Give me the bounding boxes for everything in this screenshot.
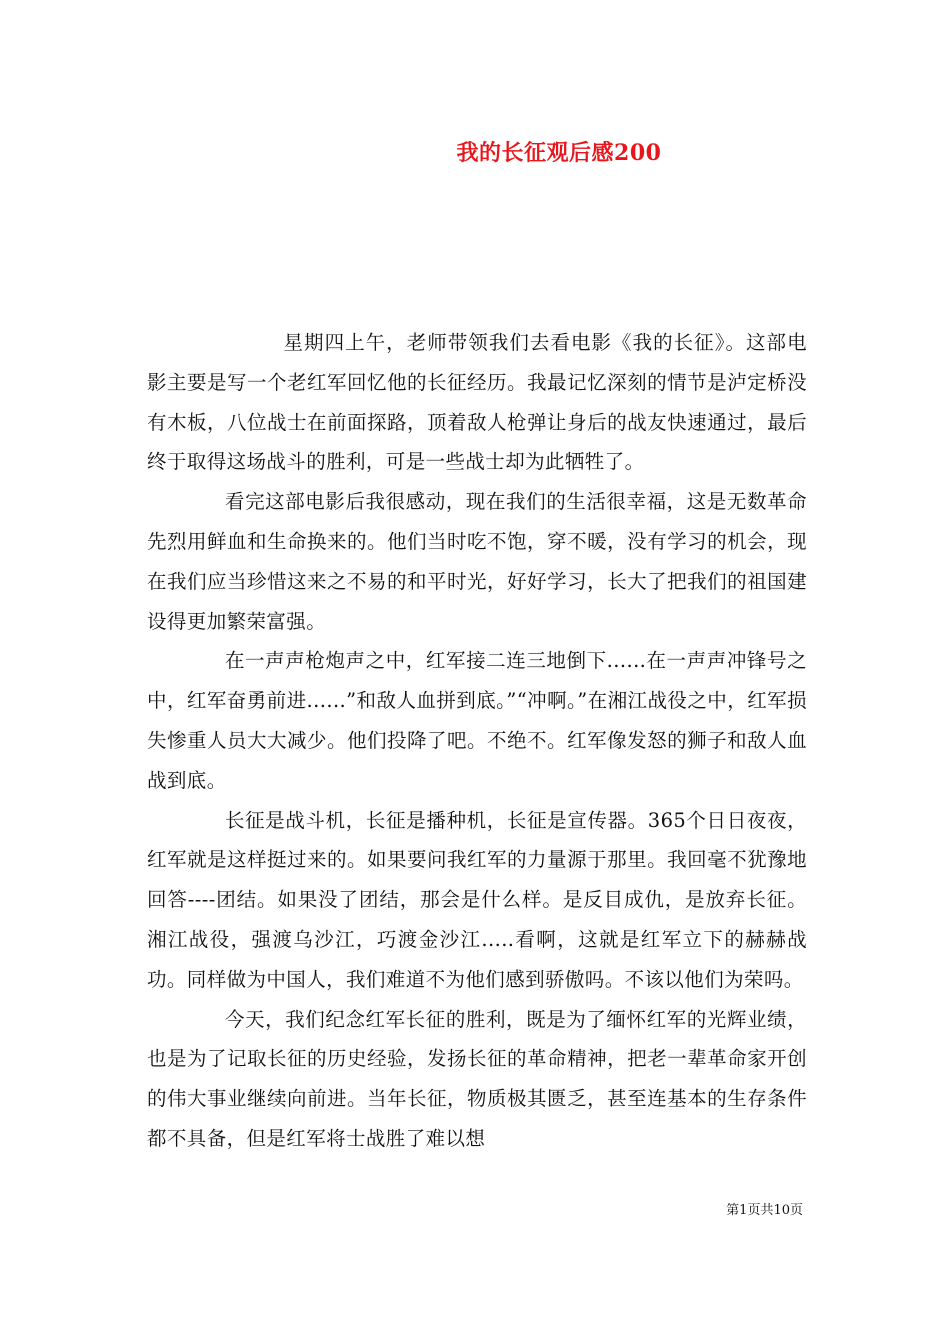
paragraph-3: 在一声声枪炮声之中，红军接二连三地倒下......在一声声冲锋号之中，红军奋勇前进......”和敌人血拼到底。”“冲啊。”在湘江战役之中，红军损失惨重人员大大减少。他们投降了吧。不绝不。红军像发怒的狮子和敌人血战到底。 xyxy=(147,649,807,792)
document-title: 我的长征观后感200 xyxy=(456,140,662,166)
paragraph-2: 看完这部电影后我很感动，现在我们的生活很幸福，这是无数革命先烈用鲜血和生命换来的。他们当时吃不饱，穿不暖，没有学习的机会，现在我们应当珍惜这来之不易的和平时光，好好学习，长大了把我们的祖国建设得更加繁荣富强。 xyxy=(147,490,807,633)
document-body xyxy=(147,323,807,1159)
page-number: 第1页共10页 xyxy=(726,1203,803,1218)
paragraph-5: 今天，我们纪念红军长征的胜利，既是为了缅怀红军的光辉业绩，也是为了记取长征的历史经验，发扬长征的革命精神，把老一辈革命家开创的伟大事业继续向前进。当年长征，物质极其匮乏，甚至连基本的生存条件都不具备，但是红军将士战胜了难以想 xyxy=(147,1007,807,1150)
paragraph-1: 星期四上午，老师带领我们去看电影《我的长征》。这部电影主要是写一个老红军回忆他的长征经历。我最记忆深刻的情节是泸定桥没有木板，八位战士在前面探路，顶着敌人枪弹让身后的战友快速通过，最后终于取得这场战斗的胜利，可是一些战士却为此牺牲了。 xyxy=(147,331,807,474)
paragraph-4: 长征是战斗机，长征是播种机，长征是宣传器。365个日日夜夜，红军就是这样挺过来的。如果要问我红军的力量源于那里。我回毫不犹豫地回答----团结。如果没了团结，那会是什么样。是反目成仇，是放弃长征。湘江战役，强渡乌沙江，巧渡金沙江.....看啊，这就是红军立下的赫赫战功。同样做为中国人，我们难道不为他们感到骄傲吗。不该以他们为荣吗。 xyxy=(147,808,807,991)
